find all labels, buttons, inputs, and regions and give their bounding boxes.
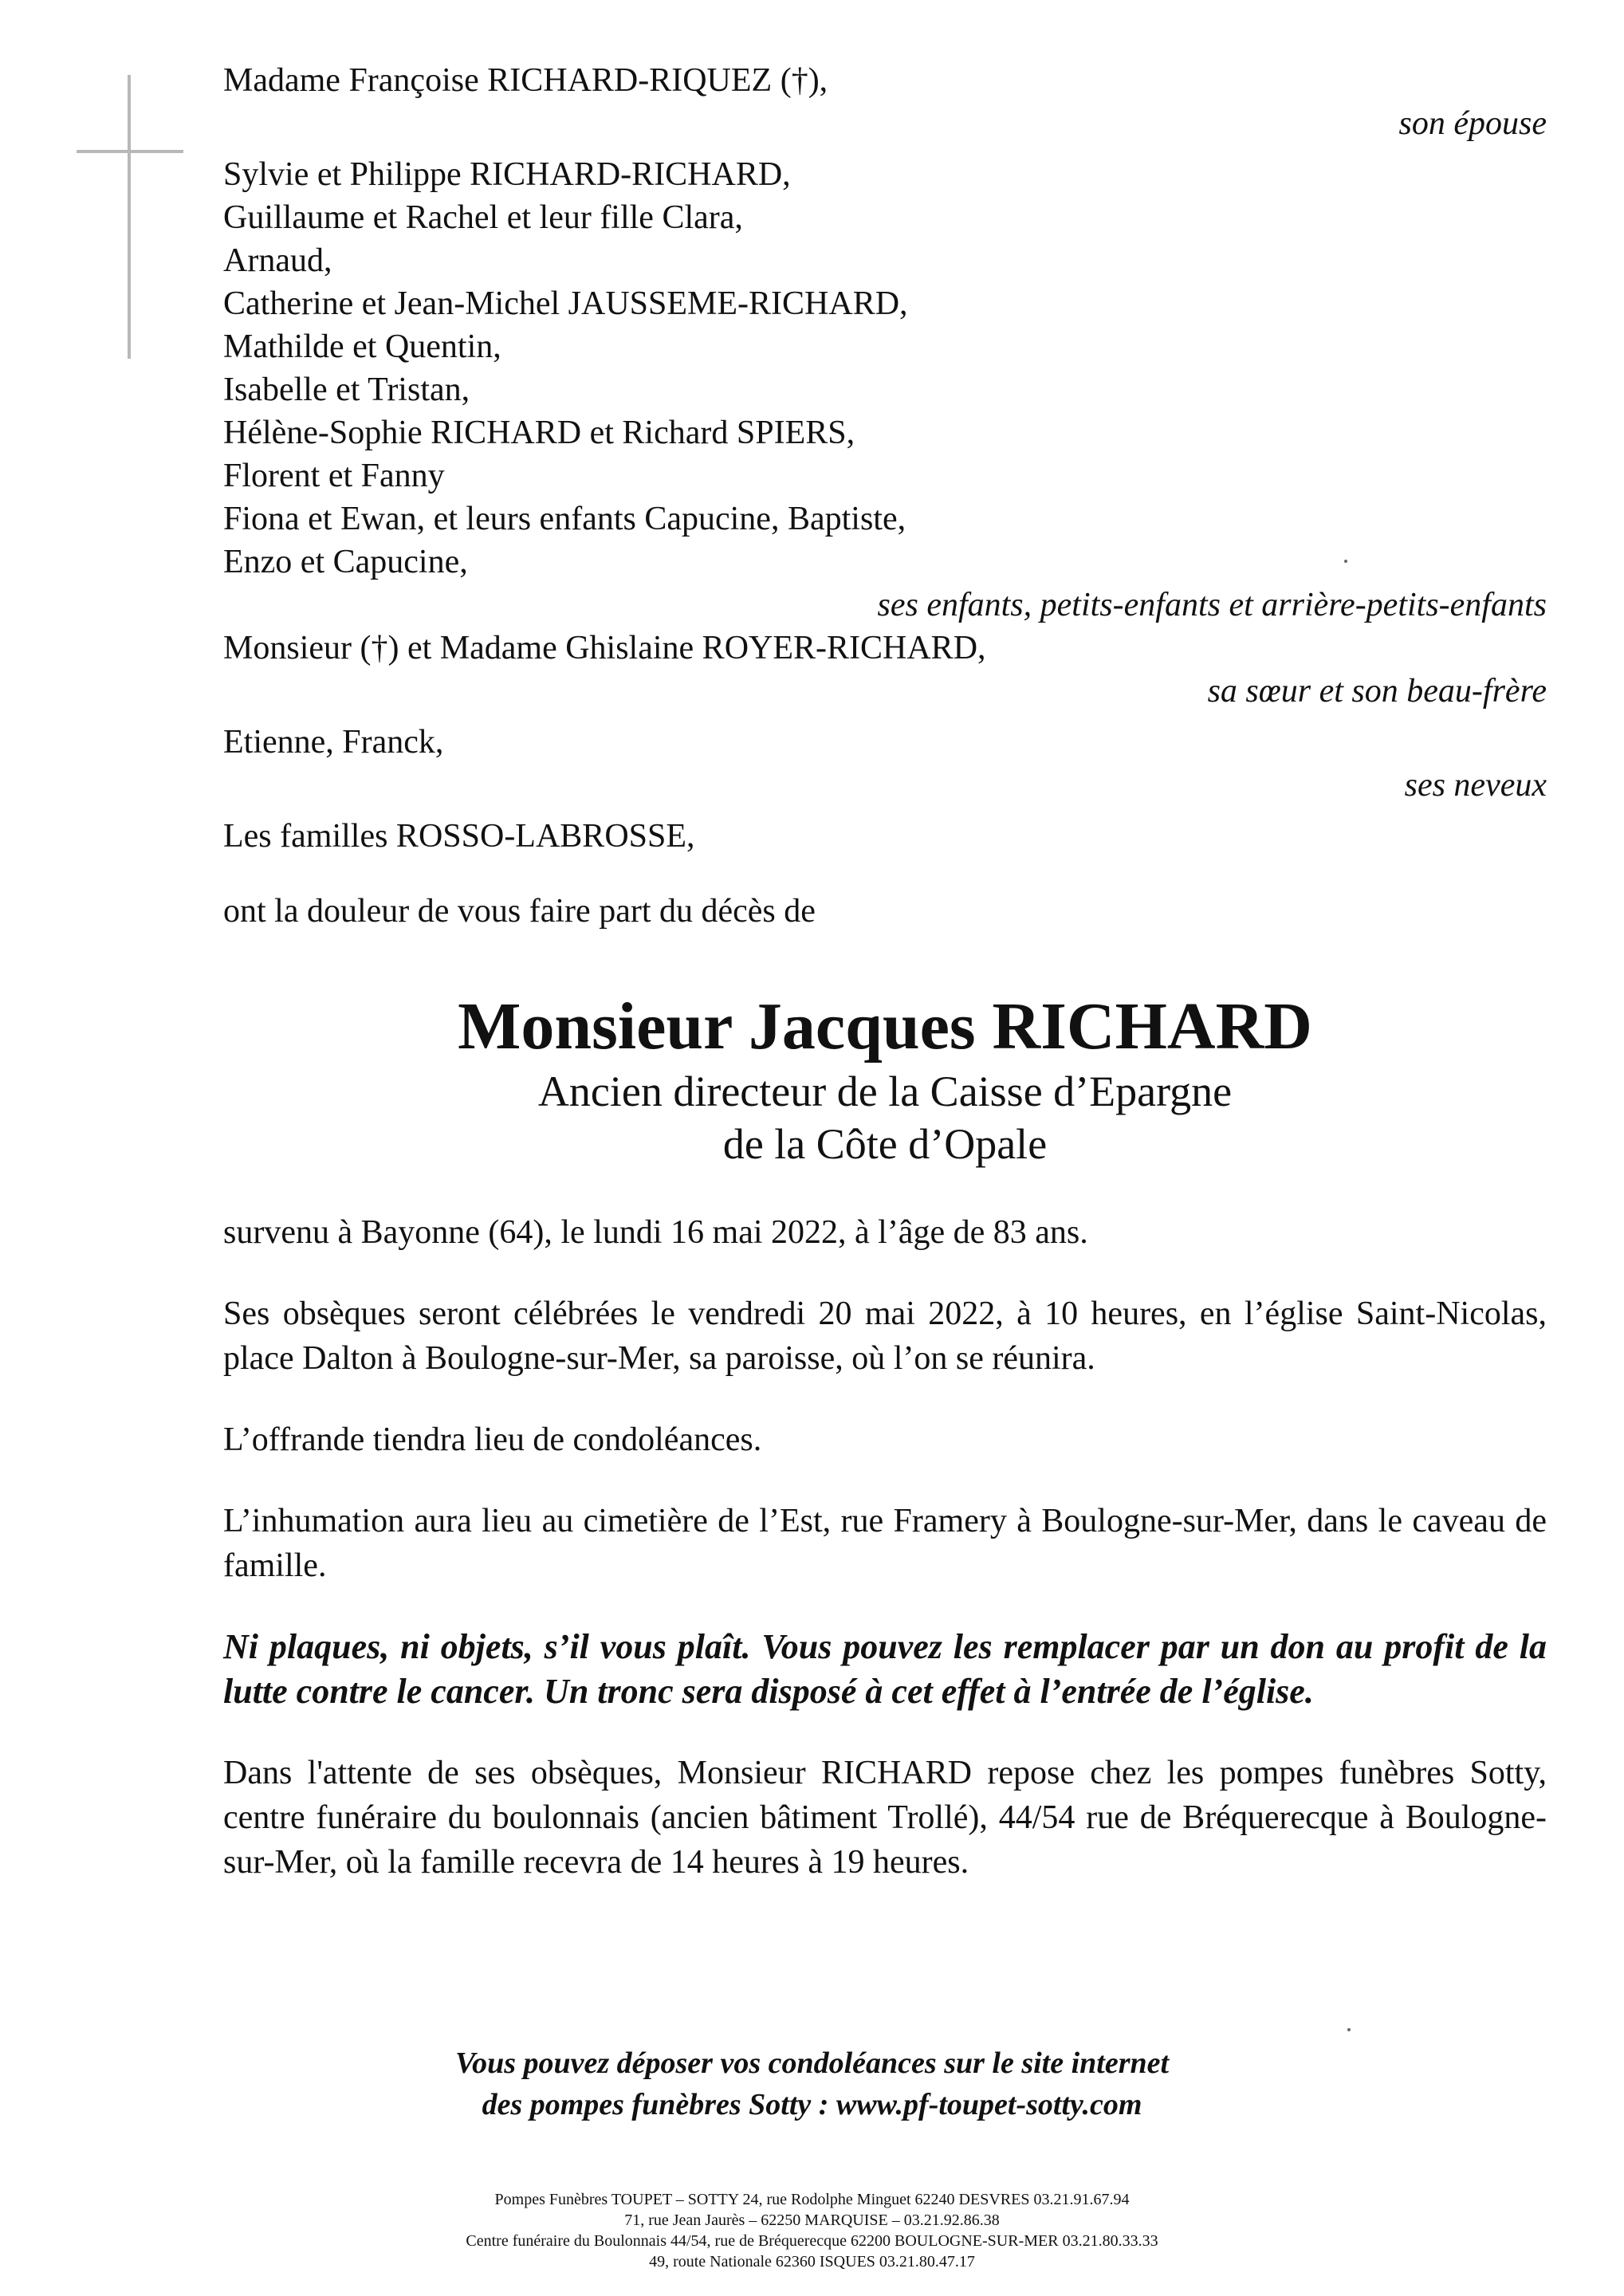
cross-icon-vertical [128,75,131,359]
deceased-name: Monsieur Jacques RICHARD [458,989,1312,1063]
cross-icon-horizontal [77,150,183,153]
announcer-line: Mathilde et Quentin, [223,328,501,365]
death-paragraph: survenu à Bayonne (64), le lundi 16 mai 2022, à l’âge de 83 ans. [223,1214,1088,1251]
address-line: Pompes Funèbres TOUPET – SOTTY 24, rue Rodolphe Minguet 62240 DESVRES 03.21.91.67.94 [494,2191,1130,2208]
relation-label: sa sœur et son beau-frère [1207,673,1547,710]
announcer-line: Sylvie et Philippe RICHARD-RICHARD, [223,156,791,193]
announcer-line: Catherine et Jean-Michel JAUSSEME-RICHARD, [223,285,908,322]
announcer-line: Hélène-Sophie RICHARD et Richard SPIERS, [223,415,855,451]
scan-speck [1347,2028,1351,2031]
funeral-home-addresses [0,2189,1624,2272]
deceased-title: de la Côte d’Opale [722,1120,1048,1168]
address-line: 49, route Nationale 62360 ISQUES 03.21.80.47.17 [649,2253,975,2270]
announcer-line: Florent et Fanny [223,458,445,494]
obituary-notice [223,59,1547,1885]
announcer-line: Isabelle et Tristan, [223,372,470,408]
condolences-website [0,2042,1624,2125]
announcer-line: Enzo et Capucine, [223,544,468,580]
announcer-line: Etienne, Franck, [223,724,444,761]
relation-label: ses neveux [1404,767,1547,804]
deceased-heading [223,989,1547,1170]
rest-paragraph: Dans l'attente de ses obsèques, Monsieur RICHARD repose chez les pompes funèbres Sotty, centre funéraire du boulonnais (ancien bâtiment Trollé), 44/54 rue de Bréquerecque à Boulogne-sur-Mer, où la famille recevra de 14 heures à 19 heures. [223,1755,1547,1881]
announcer-line: Les familles ROSSO-LABROSSE, [223,818,695,855]
address-line: 71, rue Jean Jaurès – 62250 MARQUISE – 03.21.92.86.38 [624,2211,1000,2229]
offering-paragraph: L’offrande tiendra lieu de condoléances. [223,1421,762,1458]
deceased-title: Ancien directeur de la Caisse d’Epargne [537,1067,1233,1115]
relation-label: son épouse [1398,105,1547,142]
no-flowers-paragraph: Ni plaques, ni objets, s’il vous plaît. Vous pouvez les remplacer par un don au profit de la lutte contre le cancer. Un tronc sera disposé à cet effet à l’entrée de l’église. [223,1627,1547,1711]
address-line: Centre funéraire du Boulonnais 44/54, rue de Bréquerecque 62200 BOULOGNE-SUR-MER 03.21.80.33.33 [466,2232,1158,2250]
announcer-line: Monsieur (†) et Madame Ghislaine ROYER-RICHARD, [223,630,986,666]
website-line: Vous pouvez déposer vos condoléances sur le site internet [454,2046,1170,2080]
announcer-line: Arnaud, [223,242,332,279]
website-line: des pompes funèbres Sotty : www.pf-toupet-sotty.com [482,2088,1142,2121]
burial-paragraph: L’inhumation aura lieu au cimetière de l’Est, rue Framery à Boulogne-sur-Mer, dans le caveau de famille. [223,1503,1547,1584]
funeral-paragraph: Ses obsèques seront célébrées le vendredi 20 mai 2022, à 10 heures, en l’église Saint-Nicolas, place Dalton à Boulogne-sur-Mer, sa paroisse, où l’on se réunira. [223,1295,1547,1377]
announcer-line: Guillaume et Rachel et leur fille Clara, [223,199,743,236]
announcement-text: ont la douleur de vous faire part du décès de [223,893,816,930]
announcer-line: Fiona et Ewan, et leurs enfants Capucine, Baptiste, [223,501,906,537]
relation-label: ses enfants, petits-enfants et arrière-petits-enfants [877,587,1547,623]
announcer-line: Madame Françoise RICHARD-RIQUEZ (†), [223,62,828,99]
